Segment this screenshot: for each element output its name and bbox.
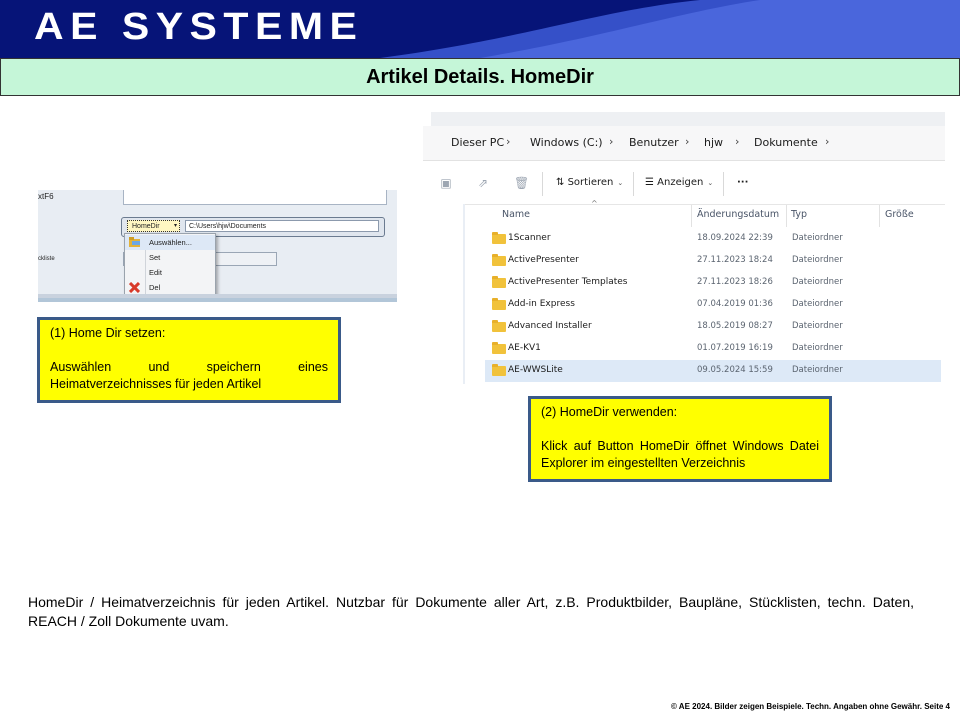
folder-icon xyxy=(492,366,506,376)
breadcrumb-separator-icon: › xyxy=(609,135,614,148)
file-type: Dateiordner xyxy=(792,233,843,243)
folder-icon xyxy=(492,300,506,310)
file-name: Add-in Express xyxy=(508,299,575,309)
file-type: Dateiordner xyxy=(792,277,843,287)
file-type: Dateiordner xyxy=(792,365,843,375)
breadcrumb-windows-c[interactable]: Windows (C:) xyxy=(530,136,603,149)
menu-item-label: Auswählen... xyxy=(149,238,192,247)
view-button-label: Anzeigen xyxy=(657,177,704,188)
homedir-path-field[interactable]: C:\Users\hjw\Documents xyxy=(185,220,379,232)
file-date: 01.07.2019 16:19 xyxy=(697,343,773,353)
file-type: Dateiordner xyxy=(792,299,843,309)
file-row[interactable] xyxy=(485,294,941,316)
company-logo: AE SYSTEME xyxy=(34,6,364,48)
breadcrumb-separator-icon: › xyxy=(685,135,690,148)
windows-explorer-screenshot xyxy=(423,112,945,384)
file-name: AE-KV1 xyxy=(508,343,541,353)
file-type: Dateiordner xyxy=(792,255,843,265)
description-text: HomeDir / Heimatverzeichnis für jeden Artikel. Nutzbar für Dokumente aller Art, z.B. Produktbilder, Baupläne, Stücklisten, techn. Daten, REACH / Zoll Dokumente uvam. xyxy=(28,594,914,629)
callout-home-dir-setzen xyxy=(37,317,341,403)
folder-icon xyxy=(492,322,506,332)
sort-button-label: Sortieren xyxy=(567,177,614,188)
homedir-button-label: HomeDir xyxy=(132,222,160,230)
file-date: 18.09.2024 22:39 xyxy=(697,233,773,243)
menu-item-label: Edit xyxy=(149,268,162,277)
breadcrumb-separator-icon: › xyxy=(825,135,830,148)
file-row[interactable] xyxy=(485,250,941,272)
file-name: ActivePresenter Templates xyxy=(508,277,628,287)
menu-item-auswaehlen[interactable] xyxy=(125,235,215,250)
callout-body: Klick auf Button HomeDir öffnet Windows Datei Explorer im eingestellten Verzeichnis xyxy=(541,439,819,470)
file-row[interactable] xyxy=(485,316,941,338)
homedir-context-menu xyxy=(124,233,216,300)
header-banner xyxy=(0,0,960,58)
callout-title: (1) Home Dir setzen: xyxy=(50,326,166,340)
footer-note: © AE 2024. Bilder zeigen Beispiele. Techn. Angaben ohne Gewähr. Seite 4 xyxy=(670,702,950,711)
menu-item-del[interactable] xyxy=(125,280,215,295)
folder-icon xyxy=(492,344,506,354)
file-date: 07.04.2019 01:36 xyxy=(697,299,773,309)
column-header-date[interactable]: Änderungsdatum xyxy=(697,209,780,220)
delete-x-icon xyxy=(129,282,140,293)
breadcrumb-separator-icon: › xyxy=(735,135,740,148)
folder-icon xyxy=(492,256,506,266)
file-row[interactable] xyxy=(485,272,941,294)
column-header-size[interactable]: Größe xyxy=(885,209,914,220)
homedir-button[interactable] xyxy=(127,220,180,232)
breadcrumb-this-pc[interactable]: Dieser PC xyxy=(451,136,505,149)
breadcrumb-benutzer[interactable]: Benutzer xyxy=(629,136,679,149)
folder-open-icon xyxy=(129,237,141,248)
rename-icon[interactable]: ▣ xyxy=(440,176,452,190)
column-header-type[interactable]: Typ xyxy=(791,209,807,220)
status-strip xyxy=(38,298,397,302)
folder-icon xyxy=(492,234,506,244)
file-date: 09.05.2024 15:59 xyxy=(697,365,773,375)
menu-item-set[interactable] xyxy=(125,250,215,265)
menu-item-edit[interactable] xyxy=(125,265,215,280)
file-row[interactable] xyxy=(485,228,941,250)
file-name: Advanced Installer xyxy=(508,321,592,331)
folder-icon xyxy=(492,278,506,288)
callout-body: Auswählen und speichern eines Heimatverzeichnisses für jeden Artikel xyxy=(50,360,328,391)
file-date: 27.11.2023 18:26 xyxy=(697,277,773,287)
dropdown-arrow-icon: ▾ xyxy=(173,223,177,229)
sort-caret-icon: ^ xyxy=(591,199,598,208)
file-name: 1Scanner xyxy=(508,233,551,243)
sort-button[interactable]: ⇅ Sortieren ⌄ xyxy=(556,177,624,188)
menu-item-label: Del xyxy=(149,283,161,292)
file-row[interactable] xyxy=(485,338,941,360)
file-row-selected[interactable] xyxy=(485,360,941,382)
pane-divider xyxy=(463,204,465,384)
field-label-fragment: xtF6 xyxy=(38,192,54,201)
article-homedir-screenshot xyxy=(38,190,397,302)
breadcrumb-hjw[interactable]: hjw xyxy=(704,136,724,149)
breadcrumb-dokumente[interactable]: Dokumente xyxy=(754,136,818,149)
menu-item-label: Set xyxy=(149,253,161,262)
file-type: Dateiordner xyxy=(792,321,843,331)
file-name: AE-WWSLite xyxy=(508,365,563,375)
file-name: ActivePresenter xyxy=(508,255,579,265)
file-date: 18.05.2019 08:27 xyxy=(697,321,773,331)
file-type: Dateiordner xyxy=(792,343,843,353)
file-date: 27.11.2023 18:24 xyxy=(697,255,773,265)
delete-icon[interactable]: 🗑 xyxy=(514,176,530,190)
callout-homedir-verwenden xyxy=(528,396,832,482)
share-icon[interactable]: ⇗ xyxy=(477,176,489,190)
title-strip xyxy=(431,112,945,126)
view-button[interactable]: ☰ Anzeigen ⌄ xyxy=(645,177,714,188)
chevron-down-icon: ⌄ xyxy=(617,179,624,187)
navigation-pane xyxy=(423,204,463,384)
chevron-down-icon: ⌄ xyxy=(707,179,714,187)
callout-title: (2) HomeDir verwenden: xyxy=(541,405,678,419)
field-label-fragment: ckliste xyxy=(38,256,55,262)
breadcrumb-separator-icon: › xyxy=(506,135,511,148)
page-title: Artikel Details. HomeDir xyxy=(0,58,960,96)
more-options-button[interactable]: ··· xyxy=(737,177,749,188)
column-header-name[interactable]: Name xyxy=(502,209,531,220)
memo-field xyxy=(123,190,387,205)
